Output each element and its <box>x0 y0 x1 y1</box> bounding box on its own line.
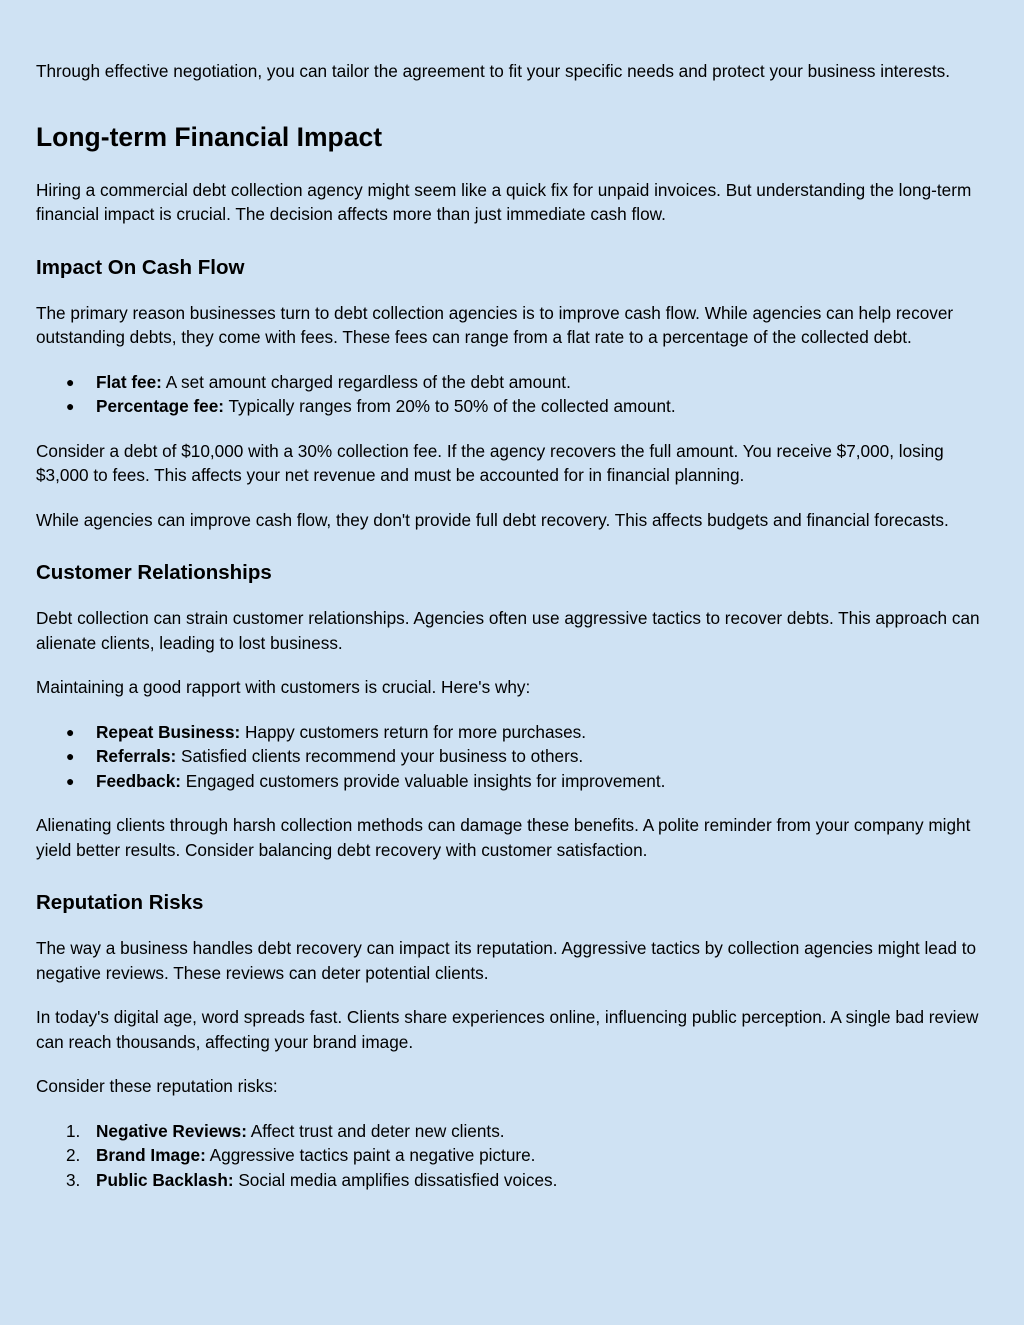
reputation-risks-list <box>36 1119 988 1193</box>
longterm-paragraph-1: Hiring a commercial debt collection agency might seem like a quick fix for unpaid invoices. But understanding the long-term financial impact is crucial. The decision affects more than just immediate cash flow. <box>36 179 972 224</box>
reputation-paragraph-1: The way a business handles debt recovery can impact its reputation. Aggressive tactics by collection agencies might lead to negative reviews. These reviews can deter potential clients. <box>36 938 977 983</box>
list-item-text: Affect trust and deter new clients. <box>246 1120 505 1141</box>
list-item-text: Social media amplifies dissatisfied voices. <box>233 1169 558 1190</box>
list-item <box>36 1143 988 1168</box>
heading-long-term-financial-impact: Long-term Financial Impact <box>36 121 383 152</box>
list-item-text: A set amount charged regardless of the debt amount. <box>161 371 571 392</box>
list-item-text: Engaged customers provide valuable insights for improvement. <box>181 770 666 791</box>
customer-benefits-list <box>36 720 988 794</box>
intro-paragraph: Through effective negotiation, you can tailor the agreement to fit your specific needs and protect your business interests. <box>36 61 951 81</box>
list-item-label: Public Backlash: <box>96 1169 234 1190</box>
customer-paragraph-1: Debt collection can strain customer relationships. Agencies often use aggressive tactics to recover debts. This approach can alienate clients, leading to lost business. <box>36 608 980 653</box>
list-item <box>36 769 988 794</box>
list-item <box>36 720 988 745</box>
bullet-icon: ● <box>66 772 75 789</box>
heading-impact-on-cash-flow: Impact On Cash Flow <box>36 255 245 279</box>
list-item <box>36 1119 988 1144</box>
heading-reputation-risks: Reputation Risks <box>36 891 204 914</box>
customer-paragraph-2: Maintaining a good rapport with customers is crucial. Here's why: <box>36 677 531 697</box>
list-item-label: Feedback: <box>96 770 182 791</box>
cashflow-paragraph-2: Consider a debt of $10,000 with a 30% collection fee. If the agency recovers the full amount. You receive $7,000, losing $3,000 to fees. This affects your net revenue and must be accounted for in financial planning. <box>36 440 944 485</box>
list-item-text: Aggressive tactics paint a negative picture. <box>205 1145 536 1165</box>
list-number: 2. <box>66 1145 81 1165</box>
list-item <box>36 394 988 419</box>
cashflow-paragraph-1: The primary reason businesses turn to debt collection agencies is to improve cash flow. While agencies can help recover outstanding debts, they come with fees. These fees can range from a flat rate to a percentage of the collected debt. <box>36 302 954 347</box>
list-number: 1. <box>66 1120 81 1141</box>
bullet-icon: ● <box>66 723 75 740</box>
list-number: 3. <box>66 1169 81 1190</box>
list-item <box>36 1168 988 1193</box>
list-item-label: Referrals: <box>96 746 177 766</box>
reputation-paragraph-2: In today's digital age, word spreads fast. Clients share experiences online, influencing public perception. A single bad review can reach thousands, affecting your brand image. <box>36 1007 979 1052</box>
reputation-paragraph-3: Consider these reputation risks: <box>36 1076 278 1096</box>
customer-paragraph-3: Alienating clients through harsh collection methods can damage these benefits. A polite reminder from your company might yield better results. Consider balancing debt recovery with customer satisfaction. <box>36 815 971 860</box>
bullet-icon: ● <box>66 748 75 764</box>
list-item <box>36 744 988 769</box>
list-item-label: Negative Reviews: <box>96 1120 247 1141</box>
list-item-label: Repeat Business: <box>96 721 241 742</box>
bullet-icon: ● <box>66 373 75 390</box>
list-item-label: Flat fee: <box>96 371 162 392</box>
list-item-text: Happy customers return for more purchases. <box>240 721 587 742</box>
list-item-text: Satisfied clients recommend your business to others. <box>176 746 584 766</box>
heading-customer-relationships: Customer Relationships <box>36 561 272 584</box>
fee-list <box>36 370 988 419</box>
list-item-label: Brand Image: <box>96 1145 206 1165</box>
bullet-icon: ● <box>66 398 75 414</box>
cashflow-paragraph-3: While agencies can improve cash flow, they don't provide full debt recovery. This affects budgets and financial forecasts. <box>36 509 949 530</box>
list-item <box>36 370 988 395</box>
list-item-label: Percentage fee: <box>96 396 225 416</box>
list-item-text: Typically ranges from 20% to 50% of the collected amount. <box>224 396 676 416</box>
